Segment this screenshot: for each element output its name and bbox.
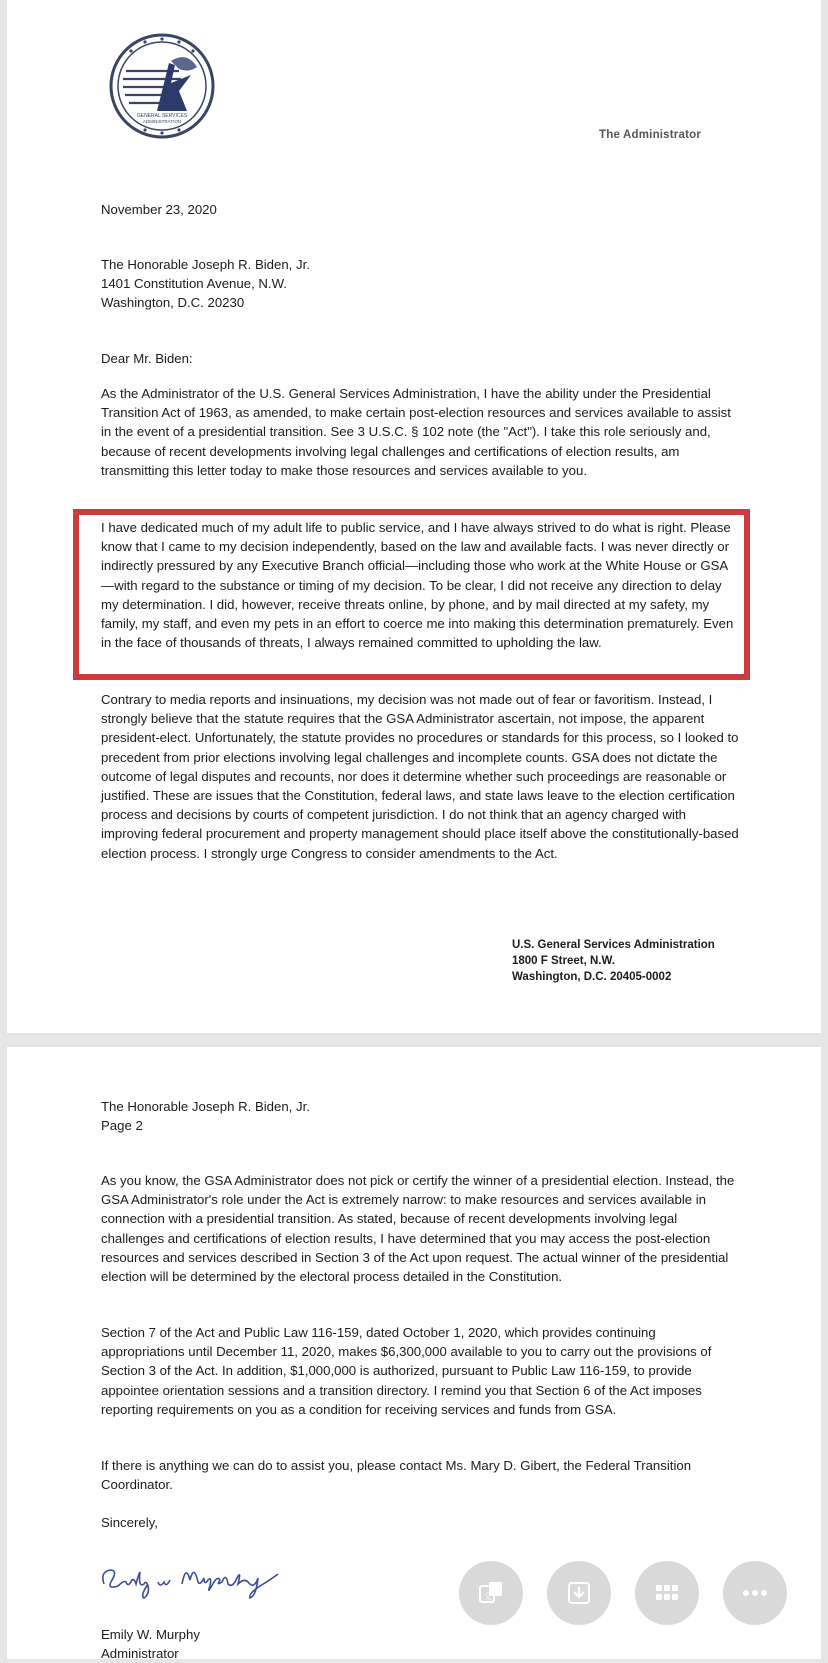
recipient-street: 1401 Constitution Avenue, N.W. [101, 276, 287, 291]
signature-image [98, 1550, 288, 1602]
signer-title: Administrator [101, 1646, 179, 1661]
letterhead-office: The Administrator [599, 129, 702, 141]
page2-header-page: Page 2 [101, 1118, 143, 1133]
page2-paragraph-1: As you know, the GSA Administrator does not pick or certify the winner of a presidential election. Instead, the GSA Administrator's role under the Act is extremely narrow: to make resources and services available in connection with a presidential transition. As stated, because of recent developments involving legal challenges and certifications of election results, I have determined that you may access the post-election resources and services described in Section 3 of the Act upon request. The actual winner of the presidential election will be determined by the electoral process detailed in the Constitution. [101, 1173, 735, 1285]
signer-name: Emily W. Murphy [101, 1627, 200, 1642]
recipient-name: The Honorable Joseph R. Biden, Jr. [101, 257, 310, 272]
page2-paragraph-3: If there is anything we can do to assist you, please contact Ms. Mary D. Gibert, the Federal Transition Coordinator. [101, 1458, 692, 1493]
footer-street: 1800 F Street, N.W. [512, 955, 615, 967]
paragraph-1: As the Administrator of the U.S. General Services Administration, I have the ability under the Presidential Transition Act of 1963, as amended, to make certain post-election resources and services available to assist in the event of a presidential transition. See 3 U.S.C. § 102 note (the "Act"). I take this role seriously and, because of recent developments involving legal challenges and certifications of election results, am transmitting this letter today to make those resources and services available to you. [101, 386, 731, 478]
gsa-footer-address [512, 937, 715, 985]
highlight-box [73, 509, 750, 680]
translate-button[interactable] [459, 1561, 523, 1625]
paragraph-2-highlighted: I have dedicated much of my adult life to public service, and I have always strived to do what is right. Please know that I came to my decision independently, based on the law and available facts. I was never directly or indirectly pressured by any Executive Branch official—including those who work at the White House or GSA—with regard to the substance or timing of my decision. To be clear, I did not receive any direction to delay my determination. I did, however, receive threats online, by phone, and by mail directed at my safety, my family, my staff, and even my pets in an effort to coerce me into making this determination prematurely. Even in the face of thousands of threats, I always remained committed to upholding the law. [101, 520, 734, 651]
gsa-seal-icon [109, 33, 215, 139]
letter-date: November 23, 2020 [101, 202, 217, 217]
svg-text:ADMINISTRATION: ADMINISTRATION [142, 119, 182, 124]
paragraph-3: Contrary to media reports and insinuations, my decision was not made out of fear or favoritism. Instead, I strongly believe that the statute requires that the GSA Administrator ascertain, not impose, the apparent president-elect. Unfortunately, the statute provides no procedures or standards for this process, so I looked to precedent from prior elections involving legal challenges and incomplete counts. GSA does not dictate the outcome of legal disputes and recounts, nor does it determine whether such proceedings are reasonable or justified. These are issues that the Constitution, federal laws, and state laws leave to the election certification process and decisions by courts of competent jurisdiction. I do not think that an agency charged with improving federal procurement and property management should place itself above the constitutionally-based election process. I strongly urge Congress to consider amendments to the Act. [101, 692, 739, 861]
letter-page-1 [7, 0, 821, 1033]
translate-icon [476, 1578, 506, 1608]
page2-paragraph-2: Section 7 of the Act and Public Law 116-159, dated October 1, 2020, which provides continuing appropriations until December 11, 2020, makes $6,300,000 available to you to carry out the provisions of Section 3 of the Act. In addition, $1,000,000 is authorized, pursuant to Public Law 116-159, to provide appointee orientation sessions and a transition directory. I remind you that Section 6 of the Act imposes reporting requirements on you as a condition for receiving services and funds from GSA. [101, 1325, 712, 1417]
page2-header-name: The Honorable Joseph R. Biden, Jr. [101, 1099, 310, 1114]
closing: Sincerely, [101, 1515, 158, 1530]
svg-text:文: 文 [484, 1592, 492, 1601]
footer-city: Washington, D.C. 20405-0002 [512, 971, 672, 983]
download-icon [564, 1578, 594, 1608]
recipient-city: Washington, D.C. 20230 [101, 295, 245, 310]
more-icon [740, 1578, 770, 1608]
download-button[interactable] [547, 1561, 611, 1625]
grid-icon [652, 1578, 682, 1608]
svg-text:GENERAL SERVICES: GENERAL SERVICES [136, 113, 188, 119]
more-button[interactable] [723, 1561, 787, 1625]
grid-view-button[interactable] [635, 1561, 699, 1625]
footer-org: U.S. General Services Administration [512, 939, 715, 951]
salutation: Dear Mr. Biden: [101, 351, 193, 366]
